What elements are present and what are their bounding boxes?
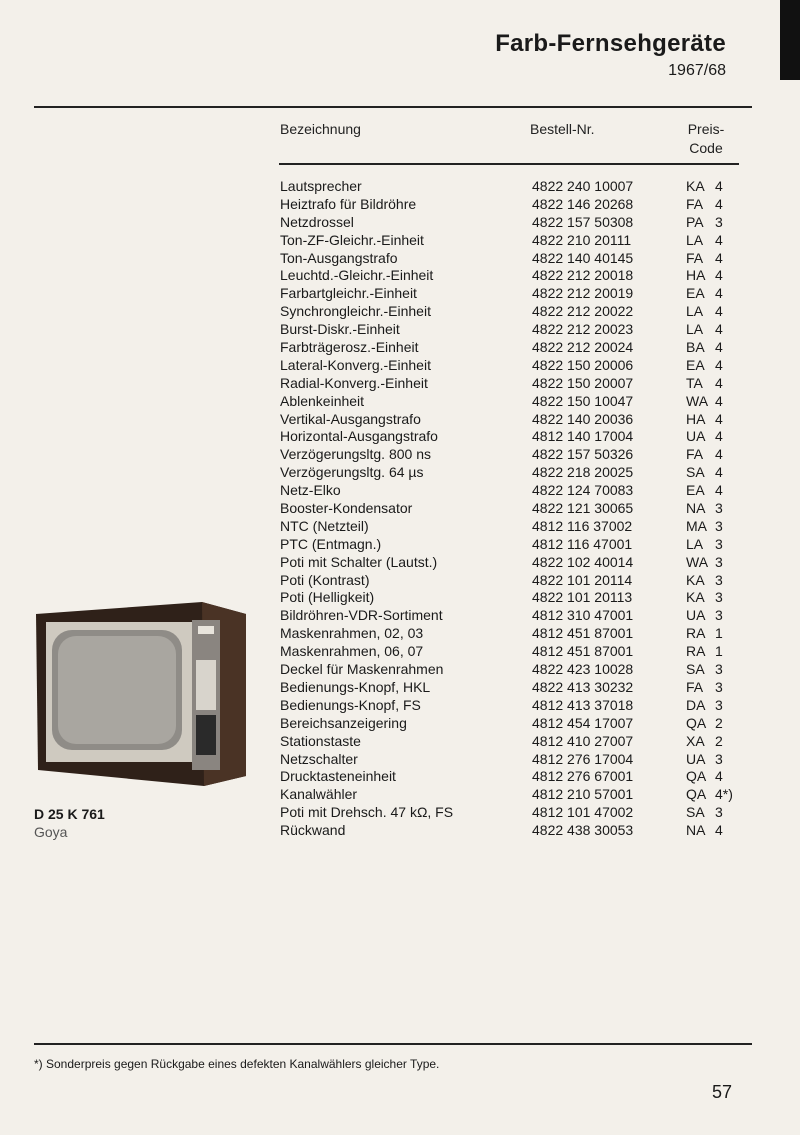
part-name: Lautsprecher [280, 178, 362, 194]
page-title: Farb-Fernsehgeräte [495, 30, 726, 57]
price-code-digit: 2 [715, 714, 723, 731]
table-row [280, 607, 760, 625]
price-code-digit: 3 [715, 696, 723, 713]
table-row [280, 285, 760, 303]
order-number: 4812 116 37002 [532, 517, 633, 534]
price-code-digit: 3 [715, 500, 723, 517]
order-number: 4812 116 47001 [532, 535, 633, 552]
part-name: Bedienungs-Knopf, FS [280, 696, 421, 713]
part-name: Leuchtd.-Gleichr.-Einheit [280, 267, 434, 284]
price-code: LA [686, 303, 704, 320]
price-code-digit: 4 [715, 392, 723, 409]
part-name: PTC (Entmagn.) [280, 535, 382, 552]
part-name: Maskenrahmen, 02, 03 [280, 625, 424, 642]
table-row [280, 464, 760, 482]
table-row [280, 196, 760, 214]
order-number: 4812 276 17004 [532, 750, 634, 767]
part-name: Farbträgerosz.-Einheit [280, 339, 419, 356]
part-name: Heiztrafo für Bildröhre [280, 195, 417, 212]
price-code-digit: 4 [715, 249, 723, 266]
order-number: 4822 140 40145 [532, 249, 634, 266]
price-code-digit: 4 [715, 446, 723, 463]
table-row [280, 733, 760, 751]
price-code-digit: 4 [715, 822, 723, 839]
bottom-rule [34, 1043, 752, 1045]
price-code-digit: 4 [715, 195, 723, 212]
table-row [280, 303, 760, 321]
price-code: TA [686, 374, 703, 391]
price-code-digit: 3 [715, 589, 723, 606]
table-row [280, 768, 760, 786]
price-code: HA [686, 410, 706, 427]
price-code-digit: 3 [715, 661, 723, 678]
order-number: 4812 210 57001 [532, 786, 634, 803]
table-row [280, 715, 760, 733]
price-code: RA [686, 643, 706, 660]
table-row [280, 786, 760, 804]
price-code: SA [686, 661, 705, 678]
price-code: NA [686, 500, 706, 517]
header-rule [279, 163, 739, 165]
part-name: Rückwand [280, 822, 346, 839]
price-code: UA [686, 750, 706, 767]
table-row [280, 393, 760, 411]
table-row [280, 589, 760, 607]
price-code-digit: 3 [715, 571, 723, 588]
price-code-digit: 3 [715, 517, 723, 534]
order-number: 4822 212 20019 [532, 285, 634, 302]
order-number: 4822 146 20268 [532, 195, 634, 212]
price-code: FA [686, 195, 704, 212]
part-name: Kanalwähler [280, 786, 358, 803]
price-code: QA [686, 768, 707, 785]
model-number: D 25 K 761 [34, 806, 105, 822]
price-code: EA [686, 285, 705, 302]
table-row [280, 536, 760, 554]
table-row [280, 518, 760, 536]
order-number: 4822 150 20007 [532, 374, 634, 391]
table-row [280, 250, 760, 268]
price-code: EA [686, 356, 705, 373]
price-code: LA [686, 321, 704, 338]
table-row [280, 751, 760, 769]
price-code-digit: 3 [715, 607, 723, 624]
price-code-digit: 3 [715, 553, 723, 570]
part-name: Synchrongleichr.-Einheit [280, 303, 431, 320]
price-code: KA [686, 178, 705, 194]
price-code: BA [686, 339, 705, 356]
order-number: 4822 423 10028 [532, 661, 634, 678]
price-code: WA [686, 553, 709, 570]
order-number: 4822 212 20024 [532, 339, 634, 356]
price-code: SA [686, 464, 705, 481]
table-row [280, 822, 760, 840]
order-number: 4812 276 67001 [532, 768, 634, 785]
page-edge-tab [780, 0, 800, 80]
part-name: Drucktasteneinheit [280, 768, 396, 785]
part-name: Farbartgleichr.-Einheit [280, 285, 417, 302]
order-number: 4822 121 30065 [532, 500, 634, 517]
price-code-digit: 4 [715, 267, 723, 284]
table-row [280, 804, 760, 822]
part-name: Deckel für Maskenrahmen [280, 661, 444, 678]
footnote: *) Sonderpreis gegen Rückgabe eines defekten Kanalwählers gleicher Type. [34, 1057, 440, 1071]
price-code: FA [686, 678, 704, 695]
price-code-digit: 4*) [715, 786, 733, 803]
part-name: Maskenrahmen, 06, 07 [280, 643, 424, 660]
price-code-digit: 3 [715, 750, 723, 767]
column-header-order-number: Bestell-Nr. [530, 121, 595, 137]
part-name: Poti mit Schalter (Lautst.) [280, 553, 438, 570]
price-code-digit: 4 [715, 464, 723, 481]
part-name: Verzögerungsltg. 64 µs [280, 464, 424, 481]
page-number: 57 [711, 1082, 732, 1102]
price-code-digit: 4 [715, 303, 723, 320]
table-row [280, 643, 760, 661]
part-name: Booster-Kondensator [280, 500, 413, 517]
table-row [280, 554, 760, 572]
parts-table [280, 178, 760, 840]
price-code: KA [686, 589, 705, 606]
order-number: 4822 212 20018 [532, 267, 634, 284]
price-code-digit: 4 [715, 410, 723, 427]
part-name: Ton-Ausgangstrafo [280, 249, 398, 266]
order-number: 4822 438 30053 [532, 822, 634, 839]
order-number: 4822 101 20113 [532, 589, 633, 606]
page-subtitle-year: 1967/68 [668, 62, 726, 79]
price-code-digit: 2 [715, 732, 723, 749]
part-name: NTC (Netzteil) [280, 517, 369, 534]
price-code: QA [686, 786, 707, 803]
order-number: 4812 413 37018 [532, 696, 634, 713]
order-number: 4812 410 27007 [532, 732, 634, 749]
price-code: UA [686, 428, 706, 445]
price-code-digit: 4 [715, 231, 723, 248]
price-code: RA [686, 625, 706, 642]
part-name: Poti (Kontrast) [280, 571, 370, 588]
order-number: 4822 124 70083 [532, 482, 634, 499]
price-code-digit: 3 [715, 804, 723, 821]
price-code-digit: 4 [715, 428, 723, 445]
table-row [280, 178, 760, 196]
price-code-digit: 3 [715, 535, 723, 552]
order-number: 4822 150 10047 [532, 392, 634, 409]
price-code: PA [686, 213, 704, 230]
table-row [280, 411, 760, 429]
price-code: FA [686, 249, 704, 266]
price-code-digit: 4 [715, 768, 723, 785]
table-row [280, 375, 760, 393]
table-row [280, 339, 760, 357]
order-number: 4822 210 20111 [532, 231, 632, 248]
price-code-digit: 3 [715, 678, 723, 695]
price-code-digit: 4 [715, 356, 723, 373]
price-code: QA [686, 714, 707, 731]
part-name: Horizontal-Ausgangstrafo [280, 428, 438, 445]
price-code-digit: 3 [715, 213, 723, 230]
order-number: 4822 101 20114 [532, 571, 633, 588]
part-name: Netzdrossel [280, 213, 354, 230]
model-brand: Goya [34, 824, 68, 840]
order-number: 4822 212 20022 [532, 303, 634, 320]
price-code: DA [686, 696, 706, 713]
part-name: Ablenkeinheit [280, 392, 365, 409]
table-row [280, 428, 760, 446]
order-number: 4822 413 30232 [532, 678, 634, 695]
price-code: LA [686, 535, 704, 552]
part-name: Stationstaste [280, 732, 361, 749]
part-name: Netzschalter [280, 750, 358, 767]
part-name: Verzögerungsltg. 800 ns [280, 446, 431, 463]
tv-set-image [32, 600, 252, 790]
price-code-digit: 4 [715, 321, 723, 338]
table-row [280, 679, 760, 697]
price-code-digit: 4 [715, 482, 723, 499]
order-number: 4822 218 20025 [532, 464, 634, 481]
order-number: 4822 212 20023 [532, 321, 634, 338]
part-name: Ton-ZF-Gleichr.-Einheit [280, 231, 424, 248]
price-code: UA [686, 607, 706, 624]
part-name: Bedienungs-Knopf, HKL [280, 678, 431, 695]
part-name: Radial-Konverg.-Einheit [280, 374, 428, 391]
table-row [280, 321, 760, 339]
table-row [280, 572, 760, 590]
part-name: Bereichsanzeigering [280, 714, 407, 731]
price-code: WA [686, 392, 709, 409]
price-code: FA [686, 446, 704, 463]
price-code-digit: 1 [715, 643, 723, 660]
top-rule [34, 106, 752, 108]
price-code-digit: 1 [715, 625, 723, 642]
order-number: 4822 240 10007 [532, 178, 634, 194]
column-header-price-code: Preis- Code [687, 121, 725, 156]
table-row [280, 214, 760, 232]
price-code: LA [686, 231, 704, 248]
table-row [280, 482, 760, 500]
price-code: MA [686, 517, 707, 534]
order-number: 4822 102 40014 [532, 553, 634, 570]
order-number: 4812 451 87001 [532, 625, 634, 642]
part-name: Bildröhren-VDR-Sortiment [280, 607, 443, 624]
order-number: 4822 140 20036 [532, 410, 634, 427]
order-number: 4822 157 50326 [532, 446, 634, 463]
part-name: Poti mit Drehsch. 47 kΩ, FS [280, 804, 454, 821]
part-name: Lateral-Konverg.-Einheit [280, 356, 431, 373]
order-number: 4812 310 47001 [532, 607, 634, 624]
table-row [280, 357, 760, 375]
order-number: 4812 454 17007 [532, 714, 634, 731]
column-header-name: Bezeichnung [280, 121, 361, 137]
table-row [280, 232, 760, 250]
price-code-digit: 4 [715, 374, 723, 391]
price-code: HA [686, 267, 706, 284]
order-number: 4822 150 20006 [532, 356, 634, 373]
table-row [280, 267, 760, 285]
price-code: KA [686, 571, 705, 588]
table-row [280, 697, 760, 715]
order-number: 4812 451 87001 [532, 643, 634, 660]
part-name: Vertikal-Ausgangstrafo [280, 410, 421, 427]
price-code: EA [686, 482, 705, 499]
order-number: 4822 157 50308 [532, 213, 634, 230]
table-row [280, 500, 760, 518]
table-row [280, 446, 760, 464]
order-number: 4812 101 47002 [532, 804, 634, 821]
part-name: Netz-Elko [280, 482, 341, 499]
part-name: Poti (Helligkeit) [280, 589, 375, 606]
part-name: Burst-Diskr.-Einheit [280, 321, 400, 338]
price-code-digit: 4 [715, 178, 723, 194]
table-row [280, 625, 760, 643]
price-code-digit: 4 [715, 339, 723, 356]
table-row [280, 661, 760, 679]
price-code: XA [686, 732, 705, 749]
price-code-digit: 4 [715, 285, 723, 302]
price-code: SA [686, 804, 705, 821]
order-number: 4812 140 17004 [532, 428, 634, 445]
price-code: NA [686, 822, 706, 839]
